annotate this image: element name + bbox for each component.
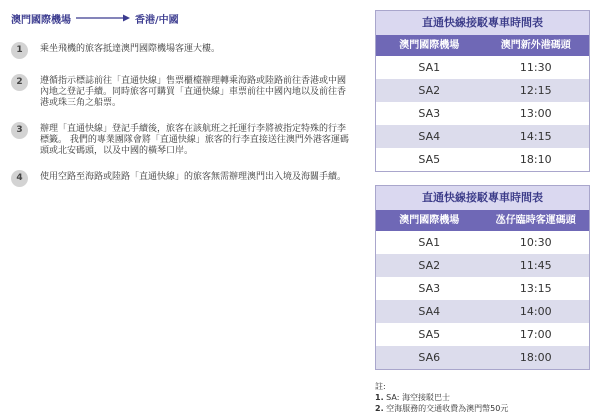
route-code: SA1 — [418, 61, 441, 74]
notes-heading: 註: — [375, 382, 386, 391]
departure-time: 18:10 — [519, 153, 552, 166]
departure-time: 13:15 — [519, 282, 552, 295]
arrow-right-icon — [75, 13, 131, 23]
route-code: SA2 — [418, 84, 441, 97]
route-header — [11, 11, 179, 25]
note-number: 1. — [375, 393, 384, 402]
table-row — [376, 300, 589, 323]
departure-time: 11:45 — [519, 259, 552, 272]
note-item — [375, 392, 590, 403]
timetable-header — [376, 210, 589, 231]
route-destination: 香港/中國 — [135, 14, 179, 26]
route-code: SA1 — [418, 236, 441, 249]
departure-time: 10:30 — [519, 236, 552, 249]
route-code: SA5 — [418, 153, 441, 166]
route-code: SA4 — [418, 130, 441, 143]
timetable-title: 直通快線接駁專車時間表 — [376, 11, 589, 35]
note-text: SA: 海空接駁巴士 — [386, 393, 450, 402]
route-code: SA3 — [418, 107, 441, 120]
table-row — [376, 323, 589, 346]
timetable-taipa-terminal — [375, 185, 590, 370]
note-item — [375, 403, 590, 414]
table-row — [376, 346, 589, 369]
departure-time: 14:15 — [519, 130, 552, 143]
route-code: SA4 — [418, 305, 441, 318]
step-number: 2 — [11, 74, 28, 91]
departure-time: 17:00 — [519, 328, 552, 341]
departure-time: 11:30 — [519, 61, 552, 74]
step-number: 3 — [11, 122, 28, 139]
departure-time: 18:00 — [519, 351, 552, 364]
step-text: 遵循指示標誌前往「直通快線」售票櫃檯辦理轉乘海路或陸路前往香港或中國內地之登記手續。同時旅客可購買「直通快線」車票前往中國內地以及前往香港或珠三角之船票。 — [40, 76, 347, 108]
header-origin: 澳門國際機場 — [399, 215, 460, 226]
table-row — [376, 56, 589, 79]
step-text: 辦理「直通快線」登記手續後，旅客在該航班之托運行李將被指定特殊的行李標籤。 我們的專業團隊會將「直通快線」旅客的行李直接送往澳門外港客運碼頭或北安碼頭，以及中國的橫琴口岸。 — [40, 124, 349, 156]
table-row — [376, 102, 589, 125]
table-row — [376, 277, 589, 300]
departure-time: 13:00 — [519, 107, 552, 120]
route-code: SA5 — [418, 328, 441, 341]
timetable-outer-harbour — [375, 10, 590, 172]
step-text: 乘坐飛機的旅客抵達澳門國際機場客運大樓。 — [40, 44, 221, 54]
table-row — [376, 254, 589, 277]
note-text: 空海服務的交通收費為澳門幣50元 — [386, 404, 509, 413]
note-number: 2. — [375, 404, 384, 413]
header-origin: 澳門國際機場 — [399, 40, 460, 51]
table-row — [376, 148, 589, 171]
route-code: SA3 — [418, 282, 441, 295]
step-number: 1 — [11, 42, 28, 59]
table-row — [376, 79, 589, 102]
header-destination: 氹仔臨時客運碼頭 — [495, 215, 576, 226]
route-code: SA2 — [418, 259, 441, 272]
step-number: 4 — [11, 170, 28, 187]
departure-time: 12:15 — [519, 84, 552, 97]
timetable-body — [376, 56, 589, 171]
timetable-header — [376, 35, 589, 56]
notes — [375, 381, 590, 414]
departure-time: 14:00 — [519, 305, 552, 318]
route-origin: 澳門國際機場 — [11, 14, 71, 26]
route-code: SA6 — [418, 351, 441, 364]
timetable-body — [376, 231, 589, 369]
header-destination: 澳門新外港碼頭 — [500, 40, 571, 51]
table-row — [376, 231, 589, 254]
step-text: 使用空路至海路或陸路「直通快線」的旅客無需辦理澳門出入境及海關手續。 — [40, 172, 347, 182]
table-row — [376, 125, 589, 148]
timetable-title: 直通快線接駁專車時間表 — [376, 186, 589, 210]
